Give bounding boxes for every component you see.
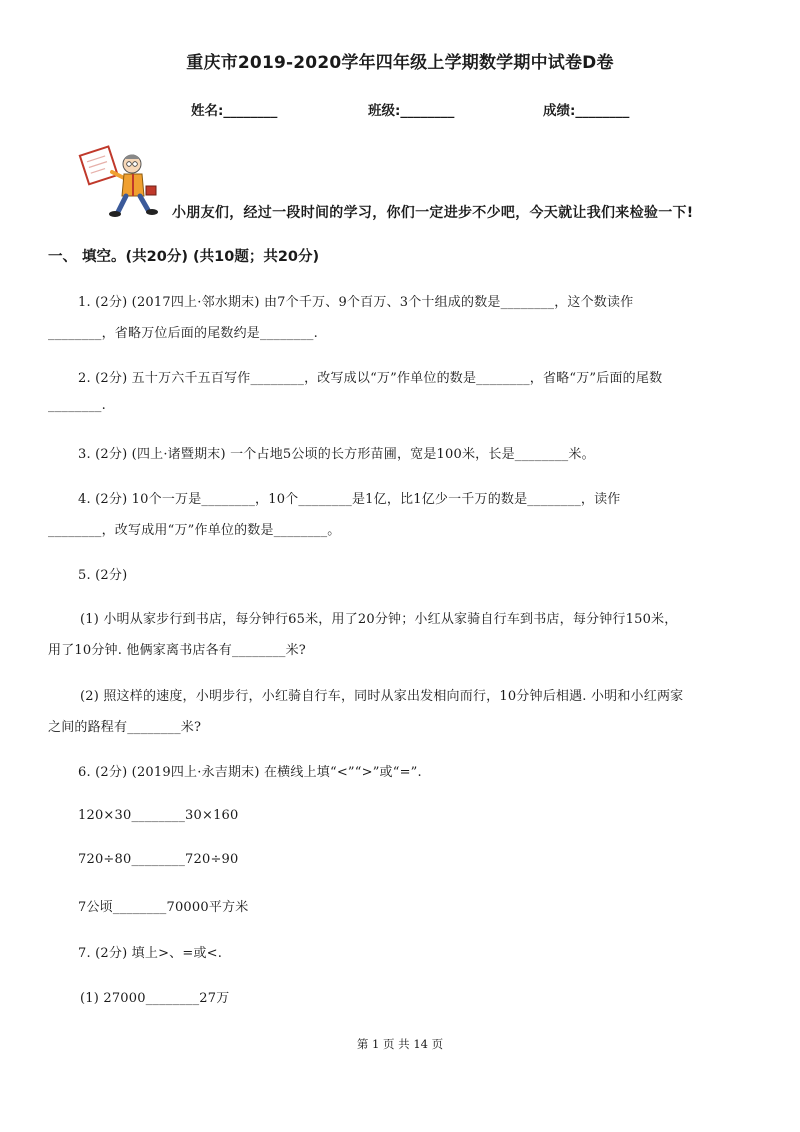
question-1-line-1: 1. (2分) (2017四上·邻水期末) 由7个千万、9个百万、3个十组成的数是________，这个数读作 [78,295,634,310]
question-2-line-1: 2. (2分) 五十万六千五百写作________，改写成以“万”作单位的数是________，省略“万”后面的尾数 [78,371,663,386]
page-title: 重庆市2019-2020学年四年级上学期数学期中试卷D卷 [186,53,614,73]
question-6: 6. (2分) (2019四上·永吉期末) 在横线上填“<”“>”或“=”. [78,765,422,780]
question-2-line-2: ________. [48,398,106,413]
class-field-label: 班级:________ [368,103,455,119]
question-4-line-2: ________，改写成用“万”作单位的数是________。 [48,523,341,538]
teacher-with-board-icon [78,144,164,220]
question-5-sub-1-line-2: 用了10分钟. 他俩家离书店各有________米? [48,643,306,658]
section-heading: 一、 填空。(共20分) (共10题；共20分) [48,249,320,265]
question-6-item-3: 7公顷________70000平方米 [78,900,249,915]
page-footer: 第 1 页 共 14 页 [356,1037,444,1051]
question-5-sub-2-line-2: 之间的路程有________米? [48,720,202,735]
score-field-label: 成绩:________ [543,103,630,119]
question-6-item-1: 120×30________30×160 [78,808,239,823]
question-7-sub-1: (1) 27000________27万 [80,991,230,1006]
name-field-label: 姓名:________ [191,103,278,119]
question-1-line-2: ________，省略万位后面的尾数约是________. [48,326,318,341]
question-5: 5. (2分) [78,568,128,583]
intro-text: 小朋友们，经过一段时间的学习，你们一定进步不少吧，今天就让我们来检验一下! [172,205,694,221]
question-5-sub-1-line-1: (1) 小明从家步行到书店，每分钟行65米，用了20分钟；小红从家骑自行车到书店，每分钟行150米， [80,612,678,627]
question-7: 7. (2分) 填上>、=或<. [78,946,223,961]
question-5-sub-2-line-1: (2) 照这样的速度，小明步行，小红骑自行车，同时从家出发相向而行，10分钟后相遇. 小明和小红两家 [80,689,684,704]
question-3: 3. (2分) (四上·诸暨期末) 一个占地5公顷的长方形苗圃，宽是100米，长是________米。 [78,447,595,462]
question-6-item-2: 720÷80________720÷90 [78,852,239,867]
question-4-line-1: 4. (2分) 10个一万是________，10个________是1亿，比1亿少一千万的数是________，读作 [78,492,621,507]
